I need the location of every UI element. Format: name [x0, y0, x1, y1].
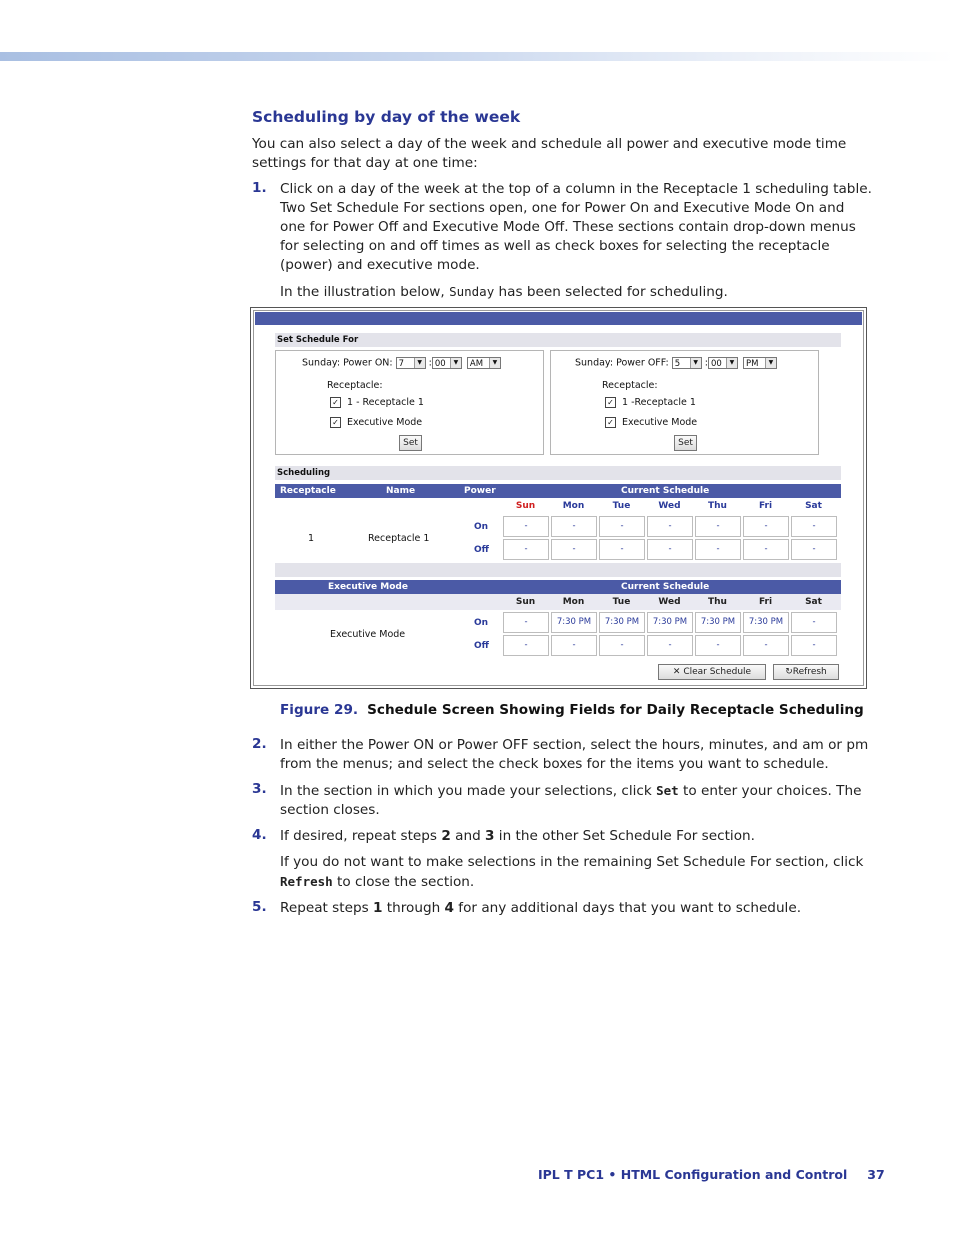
- step-text: [280, 827, 872, 846]
- col-executive-mode: Executive Mode: [328, 582, 408, 592]
- exec-mode-name: Executive Mode: [330, 629, 406, 640]
- off-label: Off: [474, 545, 489, 555]
- footer-title: IPL T PC1 • HTML Configuration and Control: [538, 1167, 848, 1182]
- schedule-cell-off[interactable]: -: [599, 539, 645, 560]
- step-4: [252, 827, 872, 846]
- day-fri: Fri: [758, 597, 773, 607]
- checkbox-label: 1 -Receptacle 1: [622, 397, 696, 408]
- figure-caption-text: Schedule Screen Showing Fields for Daily Receptacle Scheduling: [367, 702, 864, 718]
- step-text: [280, 899, 872, 918]
- schedule-cell-off[interactable]: -: [695, 539, 741, 560]
- receptacle-checkbox-row[interactable]: [330, 397, 424, 408]
- note-text-end: has been selected for scheduling.: [494, 284, 728, 300]
- schedule-cell-on[interactable]: 7:30 PM: [599, 612, 645, 633]
- checkbox-label: Executive Mode: [622, 417, 698, 428]
- chevron-down-icon: ▼: [690, 358, 701, 368]
- step-number: 4.: [252, 827, 267, 843]
- hour-value: 5: [674, 359, 681, 369]
- power-on-row: Sunday: Power ON: 7 ▼ : 00 ▼ AM ▼: [302, 357, 501, 369]
- step-4-note: [252, 853, 872, 892]
- on-label: On: [474, 522, 489, 532]
- text: In the section in which you made your selections, click: [280, 783, 657, 799]
- schedule-cell-on[interactable]: -: [695, 516, 741, 537]
- receptacle-label: Receptacle:: [327, 380, 383, 391]
- chevron-down-icon: ▼: [489, 358, 500, 368]
- step-number: 1.: [252, 180, 267, 196]
- schedule-cell-on[interactable]: 7:30 PM: [647, 612, 693, 633]
- schedule-cell-on[interactable]: 7:30 PM: [695, 612, 741, 633]
- minute-value: 00: [434, 359, 446, 369]
- day-mon: Mon: [562, 597, 585, 607]
- schedule-cell-off[interactable]: -: [743, 539, 789, 560]
- col-power: Power: [464, 486, 496, 496]
- ampm-value: PM: [745, 359, 759, 369]
- receptacle-label: Receptacle:: [602, 380, 658, 391]
- exec-table-header: [275, 580, 841, 594]
- figure-caption: [280, 702, 864, 718]
- day-tue[interactable]: Tue: [612, 501, 631, 511]
- step-number: 3.: [252, 781, 267, 797]
- page-footer: [538, 1167, 885, 1182]
- step-2: [252, 736, 872, 774]
- set-schedule-title: Set Schedule For: [275, 333, 841, 347]
- step-5: [252, 899, 872, 918]
- step-text: In either the Power ON or Power OFF section, select the hours, minutes, and am or pm from the menus; and select the check boxes for the items you want to schedule.: [280, 737, 869, 772]
- chevron-down-icon: ▼: [726, 358, 737, 368]
- step-number: 5.: [252, 899, 267, 915]
- step-1-note: [252, 282, 872, 302]
- text: and: [450, 828, 486, 844]
- refresh-icon: ↻: [785, 667, 793, 677]
- page-number: 37: [867, 1167, 885, 1182]
- power-off-label: Sunday: Power OFF:: [575, 357, 669, 369]
- schedule-cell-on[interactable]: -: [599, 516, 645, 537]
- day-fri[interactable]: Fri: [758, 501, 773, 511]
- hour-select[interactable]: [672, 357, 702, 369]
- bold-ref: 2: [441, 828, 451, 844]
- bold-ref: 3: [485, 828, 495, 844]
- section-title: Scheduling by day of the week: [252, 108, 521, 126]
- figure-header-bar: [255, 312, 862, 325]
- exec-day-row: [275, 594, 841, 610]
- schedule-cell-off[interactable]: -: [647, 539, 693, 560]
- text: to close the section.: [332, 874, 475, 890]
- col-receptacle: Receptacle: [280, 486, 336, 496]
- schedule-cell-off[interactable]: -: [503, 539, 549, 560]
- day-sat: Sat: [805, 597, 822, 607]
- schedule-cell-off[interactable]: -: [551, 635, 597, 656]
- receptacle-name: Receptacle 1: [368, 533, 430, 544]
- minute-select[interactable]: [708, 357, 738, 369]
- text: If you do not want to make selections in the remaining Set Schedule For section, click: [280, 854, 864, 870]
- schedule-cell-on[interactable]: 7:30 PM: [551, 612, 597, 633]
- day-sun: Sun: [515, 597, 536, 607]
- figure-frame: [253, 310, 864, 686]
- checkbox[interactable]: ✓: [605, 417, 616, 428]
- schedule-cell-on[interactable]: -: [791, 612, 837, 633]
- step-text: Click on a day of the week at the top of a column in the Receptacle 1 scheduling table. Two Set Schedule For sections open, one for Power On and Executive Mode On and one for Power Off and Executive Mode Off. These sections contain drop-down menus for selecting on and off times as well as check boxes for selecting the receptacle (power) and executive mode.: [280, 181, 872, 273]
- minute-value: 00: [710, 359, 722, 369]
- schedule-cell-on[interactable]: -: [503, 516, 549, 537]
- day-sun[interactable]: Sun: [515, 501, 536, 511]
- power-on-label: Sunday: Power ON:: [302, 357, 393, 369]
- power-on-box: [275, 350, 544, 455]
- schedule-cell-on[interactable]: -: [551, 516, 597, 537]
- text: through: [382, 900, 445, 916]
- code-set: Set: [656, 783, 679, 798]
- schedule-cell-on[interactable]: 7:30 PM: [743, 612, 789, 633]
- bold-ref: 4: [444, 900, 454, 916]
- clear-label: Clear Schedule: [683, 667, 752, 677]
- day-mon[interactable]: Mon: [562, 501, 585, 511]
- step-text: [280, 781, 872, 820]
- checkbox-label: Executive Mode: [347, 417, 423, 428]
- receptacle-number: 1: [308, 533, 315, 544]
- off-label: Off: [474, 641, 489, 651]
- figure-label: Figure 29.: [280, 702, 359, 718]
- schedule-cell-on[interactable]: -: [743, 516, 789, 537]
- clear-schedule-button[interactable]: [658, 664, 766, 680]
- top-gradient-bar: [0, 52, 954, 61]
- receptacle-day-row: [275, 498, 841, 514]
- schedule-cell-off[interactable]: -: [791, 539, 837, 560]
- schedule-cell-off[interactable]: -: [503, 635, 549, 656]
- spacer-bar: [275, 563, 841, 577]
- minute-select[interactable]: [432, 357, 462, 369]
- receptacle-checkbox-row[interactable]: [605, 397, 696, 408]
- chevron-down-icon: ▼: [450, 358, 461, 368]
- schedule-cell-off[interactable]: -: [551, 539, 597, 560]
- checkbox[interactable]: ✓: [330, 397, 341, 408]
- receptacle-table-header: [275, 484, 841, 498]
- close-icon: ✕: [672, 667, 684, 677]
- ampm-select[interactable]: [743, 357, 777, 369]
- exec-mode-checkbox-row[interactable]: [330, 417, 422, 428]
- schedule-cell-on[interactable]: -: [791, 516, 837, 537]
- schedule-cell-on[interactable]: -: [503, 612, 549, 633]
- refresh-label: Refresh: [792, 667, 827, 677]
- schedule-cell-off[interactable]: -: [695, 635, 741, 656]
- scheduling-title: Scheduling: [275, 466, 841, 480]
- day-thu: Thu: [708, 597, 727, 607]
- power-off-box: [550, 350, 819, 455]
- schedule-cell-off[interactable]: -: [647, 635, 693, 656]
- checkbox[interactable]: ✓: [330, 417, 341, 428]
- day-thu[interactable]: Thu: [708, 501, 727, 511]
- set-button[interactable]: Set: [674, 435, 697, 451]
- text: for any additional days that you want to schedule.: [453, 900, 802, 916]
- steps-continued: [252, 736, 872, 918]
- checkbox[interactable]: ✓: [605, 397, 616, 408]
- note-text: In the illustration below,: [280, 284, 450, 300]
- power-off-row: Sunday: Power OFF: 5 ▼ : 00 ▼ PM ▼: [575, 357, 777, 369]
- day-sat[interactable]: Sat: [805, 501, 822, 511]
- step-3: [252, 781, 872, 820]
- main-content: [252, 108, 872, 302]
- text: If desired, repeat steps: [280, 828, 442, 844]
- schedule-cell-off[interactable]: -: [599, 635, 645, 656]
- intro-paragraph: You can also select a day of the week and schedule all power and executive mode time settings for that day at one time:: [252, 136, 847, 171]
- day-wed[interactable]: Wed: [658, 501, 681, 511]
- text: to enter your choices. The section closes.: [280, 783, 862, 818]
- set-button[interactable]: Set: [399, 435, 422, 451]
- schedule-cell-on[interactable]: -: [647, 516, 693, 537]
- bold-ref: 1: [372, 900, 383, 916]
- hour-value: 7: [398, 359, 405, 369]
- refresh-button[interactable]: [773, 664, 839, 680]
- step-number: 2.: [252, 736, 267, 752]
- hour-select[interactable]: [396, 357, 426, 369]
- schedule-cell-off[interactable]: -: [791, 635, 837, 656]
- chevron-down-icon: ▼: [414, 358, 425, 368]
- text: in the other Set Schedule For section.: [494, 828, 755, 844]
- schedule-cell-off[interactable]: -: [743, 635, 789, 656]
- day-wed: Wed: [658, 597, 681, 607]
- col-current-schedule: Current Schedule: [621, 486, 710, 496]
- exec-mode-checkbox-row[interactable]: [605, 417, 697, 428]
- schedule-screenshot-figure: [250, 307, 867, 689]
- ampm-select[interactable]: [467, 357, 501, 369]
- on-label: On: [474, 618, 489, 628]
- day-tue: Tue: [612, 597, 631, 607]
- col-name: Name: [386, 486, 416, 496]
- chevron-down-icon: ▼: [765, 358, 776, 368]
- code-sunday: Sunday: [449, 284, 495, 299]
- ampm-value: AM: [469, 359, 484, 369]
- col-current-schedule: Current Schedule: [621, 582, 710, 592]
- text: Repeat steps: [280, 900, 373, 916]
- code-refresh: Refresh: [280, 874, 333, 889]
- step-1: [252, 180, 872, 275]
- checkbox-label: 1 - Receptacle 1: [347, 397, 424, 408]
